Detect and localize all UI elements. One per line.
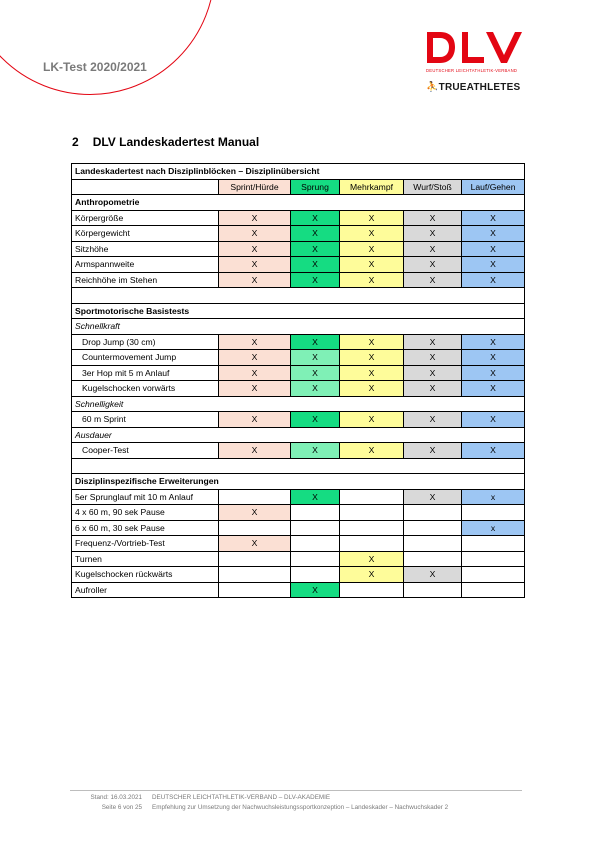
row-label: Körpergröße	[72, 210, 219, 226]
cell-mehrkampf: X	[340, 567, 404, 583]
table-row	[72, 489, 525, 505]
cell-sprung: X	[291, 334, 340, 350]
column-header: Mehrkampf	[340, 179, 404, 195]
cell-wurfstoß: X	[404, 567, 462, 583]
cell-wurfstoß	[404, 551, 462, 567]
section-title: DLV Landeskadertest Manual	[92, 135, 260, 149]
cell-sprinthürde: X	[219, 226, 291, 242]
cell-wurfstoß: X	[404, 257, 462, 273]
table-row	[72, 365, 525, 381]
row-label: Armspannweite	[72, 257, 219, 273]
cell-sprung: X	[291, 257, 340, 273]
cell-wurfstoß: X	[404, 272, 462, 288]
cell-laufgehen: x	[462, 489, 525, 505]
cell-mehrkampf: X	[340, 241, 404, 257]
discipline-overview-table	[71, 163, 525, 598]
cell-mehrkampf: X	[340, 257, 404, 273]
cell-laufgehen: X	[462, 257, 525, 273]
section-title	[72, 303, 525, 319]
cell-sprinthürde	[219, 582, 291, 598]
cell-mehrkampf: X	[340, 350, 404, 366]
section-title-text: Anthropometrie	[72, 195, 525, 211]
cell-mehrkampf	[340, 582, 404, 598]
column-header-row	[72, 179, 525, 195]
cell-wurfstoß: X	[404, 210, 462, 226]
cell-sprung: X	[291, 582, 340, 598]
column-header: Lauf/Gehen	[462, 179, 525, 195]
table-row	[72, 241, 525, 257]
table-row	[72, 567, 525, 583]
cell-laufgehen: X	[462, 272, 525, 288]
row-label: 60 m Sprint	[72, 412, 219, 428]
cell-laufgehen: X	[462, 365, 525, 381]
table-row	[72, 334, 525, 350]
cell-sprinthürde	[219, 520, 291, 536]
row-label: Reichhöhe im Stehen	[72, 272, 219, 288]
subsection-title	[72, 396, 525, 412]
table-row	[72, 257, 525, 273]
cell-wurfstoß	[404, 582, 462, 598]
section-title	[72, 195, 525, 211]
cell-wurfstoß	[404, 520, 462, 536]
cell-sprinthürde: X	[219, 412, 291, 428]
cell-sprung: X	[291, 412, 340, 428]
cell-sprung: X	[291, 210, 340, 226]
table-title	[72, 164, 525, 180]
row-label: Kugelschocken vorwärts	[72, 381, 219, 397]
section-number: 2	[72, 135, 79, 149]
cell-sprung	[291, 520, 340, 536]
row-label: Sitzhöhe	[72, 241, 219, 257]
section-heading	[72, 135, 259, 149]
cell-sprinthürde: X	[219, 505, 291, 521]
cell-sprinthürde	[219, 551, 291, 567]
cell-sprung: X	[291, 489, 340, 505]
cell-mehrkampf	[340, 536, 404, 552]
column-header: Sprung	[291, 179, 340, 195]
cell-mehrkampf: X	[340, 551, 404, 567]
dlv-logo	[424, 30, 528, 100]
cell-laufgehen: X	[462, 412, 525, 428]
cell-sprinthürde: X	[219, 210, 291, 226]
table-row	[72, 505, 525, 521]
cell-laufgehen: X	[462, 350, 525, 366]
table-row	[72, 272, 525, 288]
cell-sprinthürde: X	[219, 272, 291, 288]
cell-mehrkampf	[340, 489, 404, 505]
cell-wurfstoß: X	[404, 412, 462, 428]
cell-laufgehen: x	[462, 520, 525, 536]
decorative-red-arc	[0, 0, 215, 95]
subsection-title	[72, 319, 525, 335]
cell-laufgehen	[462, 551, 525, 567]
column-header: Wurf/Stoß	[404, 179, 462, 195]
cell-laufgehen: X	[462, 226, 525, 242]
row-label: 6 x 60 m, 30 sek Pause	[72, 520, 219, 536]
cell-sprung: X	[291, 272, 340, 288]
cell-laufgehen: X	[462, 241, 525, 257]
cell-wurfstoß: X	[404, 365, 462, 381]
subsection-title-text: Schnelligkeit	[72, 396, 525, 412]
cell-mehrkampf: X	[340, 365, 404, 381]
cell-laufgehen	[462, 536, 525, 552]
row-label: Drop Jump (30 cm)	[72, 334, 219, 350]
row-label: Frequenz-/Vortrieb-Test	[72, 536, 219, 552]
header-blank	[72, 179, 219, 195]
table-row	[72, 443, 525, 459]
table-row	[72, 381, 525, 397]
page-footer	[70, 790, 522, 812]
table-row	[72, 210, 525, 226]
table-row	[72, 520, 525, 536]
table-row	[72, 536, 525, 552]
subsection-title-text: Schnellkraft	[72, 319, 525, 335]
section-title	[72, 474, 525, 490]
cell-sprung: X	[291, 350, 340, 366]
cell-sprinthürde: X	[219, 257, 291, 273]
cell-mehrkampf: X	[340, 272, 404, 288]
cell-sprinthürde: X	[219, 350, 291, 366]
cell-sprung	[291, 551, 340, 567]
cell-sprinthürde: X	[219, 365, 291, 381]
cell-mehrkampf	[340, 520, 404, 536]
cell-laufgehen: X	[462, 334, 525, 350]
row-label: Cooper-Test	[72, 443, 219, 459]
row-label: Körpergewicht	[72, 226, 219, 242]
cell-wurfstoß: X	[404, 241, 462, 257]
table-row	[72, 226, 525, 242]
footer-org: DEUTSCHER LEICHTATHLETIK-VERBAND – DLV-AKADEMIE	[152, 794, 331, 801]
row-label: Aufroller	[72, 582, 219, 598]
cell-mehrkampf: X	[340, 226, 404, 242]
cell-laufgehen: X	[462, 381, 525, 397]
section-title-text: Sportmotorische Basistests	[72, 303, 525, 319]
cell-sprinthürde: X	[219, 334, 291, 350]
cell-mehrkampf: X	[340, 334, 404, 350]
table-row	[72, 350, 525, 366]
cell-mehrkampf: X	[340, 210, 404, 226]
cell-sprinthürde: X	[219, 381, 291, 397]
trueathletes-brand: ⛹TRUEATHLETES	[426, 82, 521, 93]
cell-laufgehen: X	[462, 210, 525, 226]
cell-wurfstoß	[404, 536, 462, 552]
table-row	[72, 412, 525, 428]
cell-sprinthürde: X	[219, 536, 291, 552]
column-header: Sprint/Hürde	[219, 179, 291, 195]
cell-laufgehen	[462, 505, 525, 521]
row-label: 4 x 60 m, 90 sek Pause	[72, 505, 219, 521]
subsection-title	[72, 427, 525, 443]
row-label: Turnen	[72, 551, 219, 567]
cell-laufgehen: X	[462, 443, 525, 459]
cell-sprung: X	[291, 226, 340, 242]
row-label: Countermovement Jump	[72, 350, 219, 366]
table-row	[72, 551, 525, 567]
cell-sprung	[291, 567, 340, 583]
cell-mehrkampf	[340, 505, 404, 521]
cell-wurfstoß: X	[404, 443, 462, 459]
table-title-text: Landeskadertest nach Disziplinblöcken – Disziplinübersicht	[72, 164, 525, 180]
spacer-row	[72, 288, 525, 304]
cell-sprinthürde: X	[219, 443, 291, 459]
cell-laufgehen	[462, 567, 525, 583]
spacer-row	[72, 458, 525, 474]
cell-sprung: X	[291, 241, 340, 257]
subsection-title-text: Ausdauer	[72, 427, 525, 443]
footer-doc: Empfehlung zur Umsetzung der Nachwuchsleistungssportkonzeption – Landeskader – Nachwuchskader 2	[152, 803, 449, 811]
table-row	[72, 582, 525, 598]
cell-sprung	[291, 536, 340, 552]
cell-wurfstoß: X	[404, 334, 462, 350]
runner-icon: ⛹	[426, 82, 439, 93]
logo-subtitle: DEUTSCHER LEICHTATHLETIK-VERBAND	[426, 68, 518, 73]
cell-sprung: X	[291, 443, 340, 459]
cell-sprung	[291, 505, 340, 521]
cell-wurfstoß	[404, 505, 462, 521]
cell-wurfstoß: X	[404, 350, 462, 366]
footer-page: Seite 6 von 25	[101, 803, 142, 811]
dlv-logo-mark	[424, 30, 524, 66]
cell-sprung: X	[291, 365, 340, 381]
cell-wurfstoß: X	[404, 489, 462, 505]
footer-date: Stand: 16.03.2021	[90, 794, 142, 801]
cell-sprinthürde	[219, 489, 291, 505]
cell-wurfstoß: X	[404, 381, 462, 397]
row-label: Kugelschocken rückwärts	[72, 567, 219, 583]
cell-mehrkampf: X	[340, 443, 404, 459]
row-label: 3er Hop mit 5 m Anlauf	[72, 365, 219, 381]
row-label: 5er Sprunglauf mit 10 m Anlauf	[72, 489, 219, 505]
cell-wurfstoß: X	[404, 226, 462, 242]
cell-mehrkampf: X	[340, 381, 404, 397]
section-title-text: Disziplinspezifische Erweiterungen	[72, 474, 525, 490]
cell-sprinthürde	[219, 567, 291, 583]
document-title: LK-Test 2020/2021	[43, 60, 147, 74]
cell-sprung: X	[291, 381, 340, 397]
cell-laufgehen	[462, 582, 525, 598]
cell-sprinthürde: X	[219, 241, 291, 257]
cell-mehrkampf: X	[340, 412, 404, 428]
